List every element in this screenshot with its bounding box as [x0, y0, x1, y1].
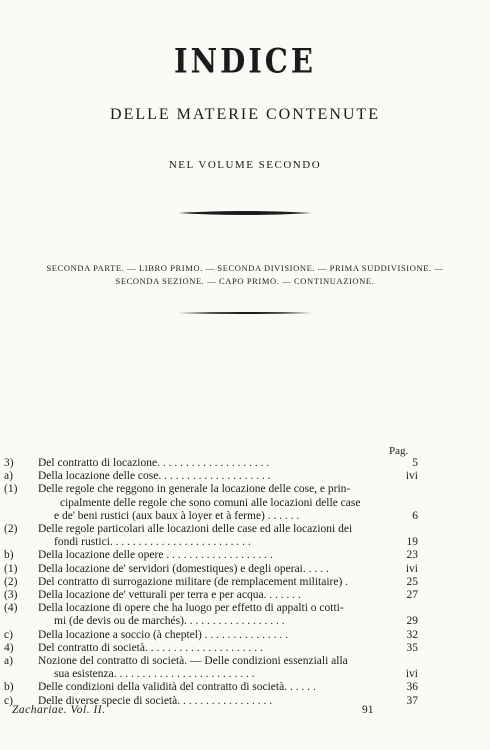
toc-row: [0, 483, 490, 496]
toc-row-marker: b): [4, 549, 14, 562]
toc-row-page: ivi: [405, 470, 418, 483]
toc-row: [0, 629, 490, 642]
section-headings: [0, 262, 490, 288]
toc-row-marker: a): [4, 470, 13, 483]
section-line-2: SECONDA SEZIONE. — CAPO PRIMO. — CONTINUAZIONE.: [115, 276, 375, 286]
toc-row-title: fondi rustici. . . . . . . . . . . . . . . . . . . . . . . . .: [54, 536, 251, 549]
toc-row-marker: c): [4, 694, 13, 707]
toc-row-page: ivi: [405, 562, 418, 575]
toc-row-marker: (4): [4, 602, 18, 615]
toc-row-marker: (1): [4, 483, 18, 496]
toc-row-page: ivi: [405, 668, 418, 681]
toc-row-title: Delle condizioni della validità del contratto di società. . . . . .: [38, 681, 316, 694]
ornament-divider-top: [178, 209, 312, 217]
toc-row-title: Delle regole particolari alle locazioni delle case ed alle locazioni dei: [38, 523, 353, 535]
toc-row-title: Delle regole che reggono in generale la locazione delle cose, e prin-: [38, 483, 351, 496]
toc-row: [0, 536, 490, 549]
toc-row-title: Del contratto di società. . . . . . . . . . . . . . . . . . . . .: [38, 641, 263, 654]
toc-row-title: Delle diverse specie di società. . . . . . . . . . . . . . . . .: [38, 694, 273, 707]
toc-row: [0, 457, 490, 470]
page-title: INDICE: [174, 41, 316, 81]
toc-row: [0, 668, 490, 681]
toc-row: [0, 642, 490, 655]
toc-row-page: 29: [406, 615, 418, 628]
toc-row-page: 37: [406, 694, 418, 707]
toc-row-page: 32: [406, 628, 418, 641]
toc-row-page: 25: [406, 575, 418, 588]
toc-row-page: 6: [412, 509, 418, 522]
toc-row-page: 27: [406, 589, 418, 601]
toc-row: [0, 523, 490, 536]
footer-signature: Zachariae. Vol. II.: [12, 704, 106, 716]
toc-row-marker: 4): [4, 641, 14, 654]
toc-row-page: 36: [406, 681, 418, 694]
toc-row-title: Della locazione de' vetturali per terra e per acqua. . . . . . .: [38, 589, 301, 601]
toc-row-page: 5: [412, 457, 418, 469]
toc-row-marker: (2): [4, 575, 18, 588]
toc-row-marker: a): [4, 655, 13, 667]
toc-row: [0, 615, 490, 628]
page-subtitle: DELLE MATERIE CONTENUTE: [110, 106, 380, 123]
toc-row-marker: c): [4, 628, 13, 641]
toc-row-marker: 3): [4, 457, 14, 469]
toc-row-title: Nozione del contratto di società. — Delle condizioni essenziali alla: [38, 655, 348, 667]
toc-row: [0, 497, 490, 510]
toc-row-page: 19: [406, 536, 418, 549]
toc-row-title: Del contratto di surrogazione militare (de remplacement militaire) .: [38, 575, 349, 588]
toc-row: [0, 602, 490, 615]
toc-row: [0, 681, 490, 694]
toc-row-marker: (3): [4, 589, 18, 601]
volume-label: NEL VOLUME SECONDO: [168, 159, 322, 171]
toc-row: [0, 589, 490, 602]
page-column-header: Pag.: [389, 445, 409, 457]
toc-row-page: 35: [406, 641, 418, 654]
toc-row: [0, 549, 490, 562]
toc-row-title: sua esistenza. . . . . . . . . . . . . . . . . . . . . . . . .: [54, 668, 255, 681]
toc-row-title: Della locazione delle cose. . . . . . . . . . . . . . . . . . . .: [38, 470, 271, 483]
toc-row-title: e de' beni rustici (aux baux à loyer et à ferme) . . . . . .: [54, 509, 300, 522]
toc-row-title: Del contratto di locazione. . . . . . . . . . . . . . . . . . . .: [38, 457, 270, 469]
toc-row-title: Della locazione a soccio (à cheptel) . . . . . . . . . . . . . . .: [38, 628, 289, 641]
toc-row-marker: (2): [4, 523, 18, 535]
footer-sheet-number: 91: [362, 704, 374, 716]
ornament-divider-bottom: [178, 309, 312, 317]
toc-row: [0, 510, 490, 523]
toc-row: [0, 655, 490, 668]
toc-row-title: Della locazione di opere che ha luogo per effetto di appalti o cotti-: [38, 602, 344, 615]
toc-row-title: cipalmente delle regole che sono comuni alle locazioni delle case: [60, 496, 361, 509]
toc-row-title: Della locazione delle opere . . . . . . . . . . . . . . . . . . .: [38, 549, 273, 562]
toc-row: [0, 576, 490, 589]
section-line-1: SECONDA PARTE. — LIBRO PRIMO. — SECONDA DIVISIONE. — PRIMA SUDDIVISIONE. —: [46, 263, 444, 273]
toc-row: [0, 563, 490, 576]
toc-row-title: Della locazione de' servidori (domestiques) e degli operai. . . . .: [38, 562, 329, 575]
toc-row-marker: b): [4, 681, 14, 694]
toc-row-page: 23: [406, 549, 418, 562]
toc-row-marker: (1): [4, 562, 18, 575]
toc-row: [0, 470, 490, 483]
toc-row-title: mi (de devis ou de marchés). . . . . . . . . . . . . . . . . .: [54, 615, 285, 628]
